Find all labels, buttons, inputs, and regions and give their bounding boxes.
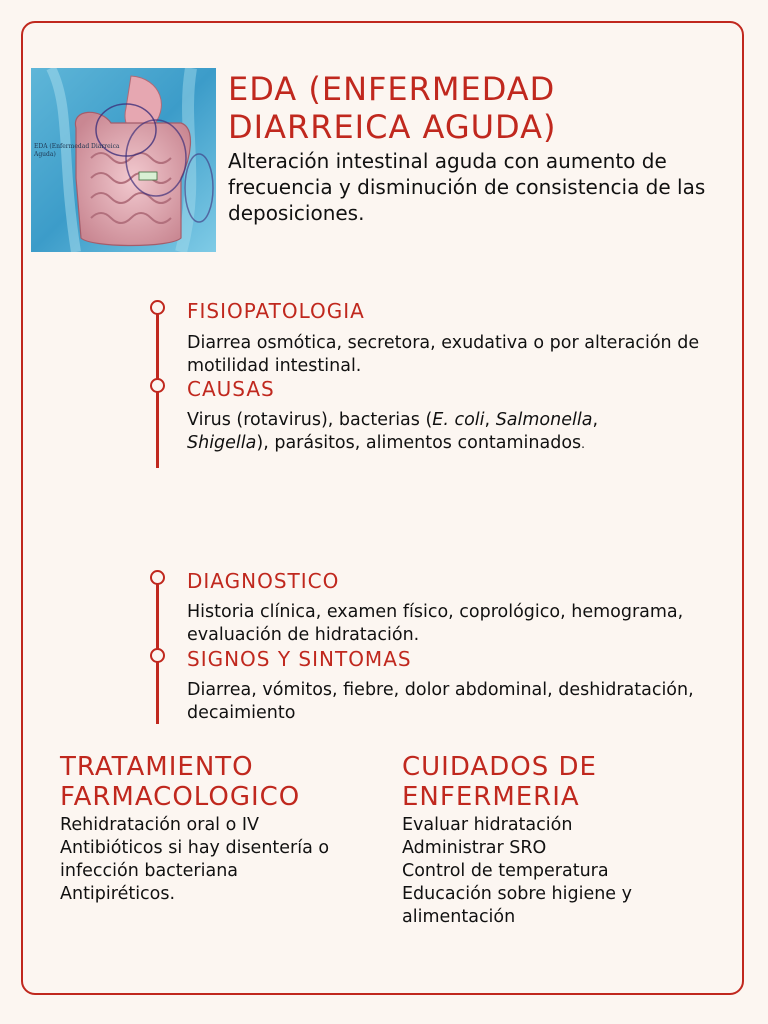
image-caption-line1: EDA (Enfermedad Diarreica bbox=[34, 143, 120, 150]
list-item: Evaluar hidratación bbox=[402, 815, 573, 835]
fisiopatologia-text: Diarrea osmótica, secretora, exudativa o por alteración de motilidad intestinal. bbox=[187, 333, 700, 376]
signos-text: Diarrea, vómitos, fiebre, dolor abdominal, deshidratación, decaimiento bbox=[187, 680, 694, 723]
tratamiento-heading: TRATAMIENTO FARMACOLOGICO bbox=[60, 752, 301, 812]
timeline-dot bbox=[150, 378, 165, 393]
diagnostico-text: Historia clínica, examen físico, coprológico, hemograma, evaluación de hidratación. bbox=[187, 602, 684, 645]
causas-heading: CAUSAS bbox=[187, 377, 275, 401]
cuidados-list bbox=[402, 814, 732, 929]
list-item: Educación sobre higiene y alimentación bbox=[402, 884, 632, 927]
page-title bbox=[228, 70, 728, 146]
list-item: Control de temperatura bbox=[402, 861, 609, 881]
digestive-system-image bbox=[31, 68, 216, 252]
list-item: Rehidratación oral o IV bbox=[60, 815, 260, 835]
causas-text: Virus (rotavirus), bacterias (E. coli, Salmonella, Shigella), parásitos, alimentos contaminados. bbox=[187, 410, 599, 453]
timeline-dot bbox=[150, 648, 165, 663]
fisiopatologia-heading: FISIOPATOLOGIA bbox=[187, 299, 365, 323]
title-line-1: EDA (ENFERMEDAD bbox=[228, 70, 556, 108]
timeline-dot bbox=[150, 570, 165, 585]
title-line-2: DIARREICA AGUDA) bbox=[228, 108, 557, 146]
diagnostico-heading: DIAGNOSTICO bbox=[187, 569, 340, 593]
description: Alteración intestinal aguda con aumento de frecuencia y disminución de consistencia de las deposiciones. bbox=[228, 149, 706, 225]
signos-heading: SIGNOS Y SINTOMAS bbox=[187, 647, 412, 671]
cuidados-heading: CUIDADOS DE ENFERMERIA bbox=[402, 752, 597, 812]
tratamiento-list bbox=[60, 814, 390, 906]
list-item: Antibióticos si hay disentería o infección bacteriana bbox=[60, 838, 330, 881]
list-item: Antipiréticos. bbox=[60, 884, 176, 904]
image-caption-line2: Aguda) bbox=[34, 151, 56, 158]
list-item: Administrar SRO bbox=[402, 838, 547, 858]
timeline-dot bbox=[150, 300, 165, 315]
